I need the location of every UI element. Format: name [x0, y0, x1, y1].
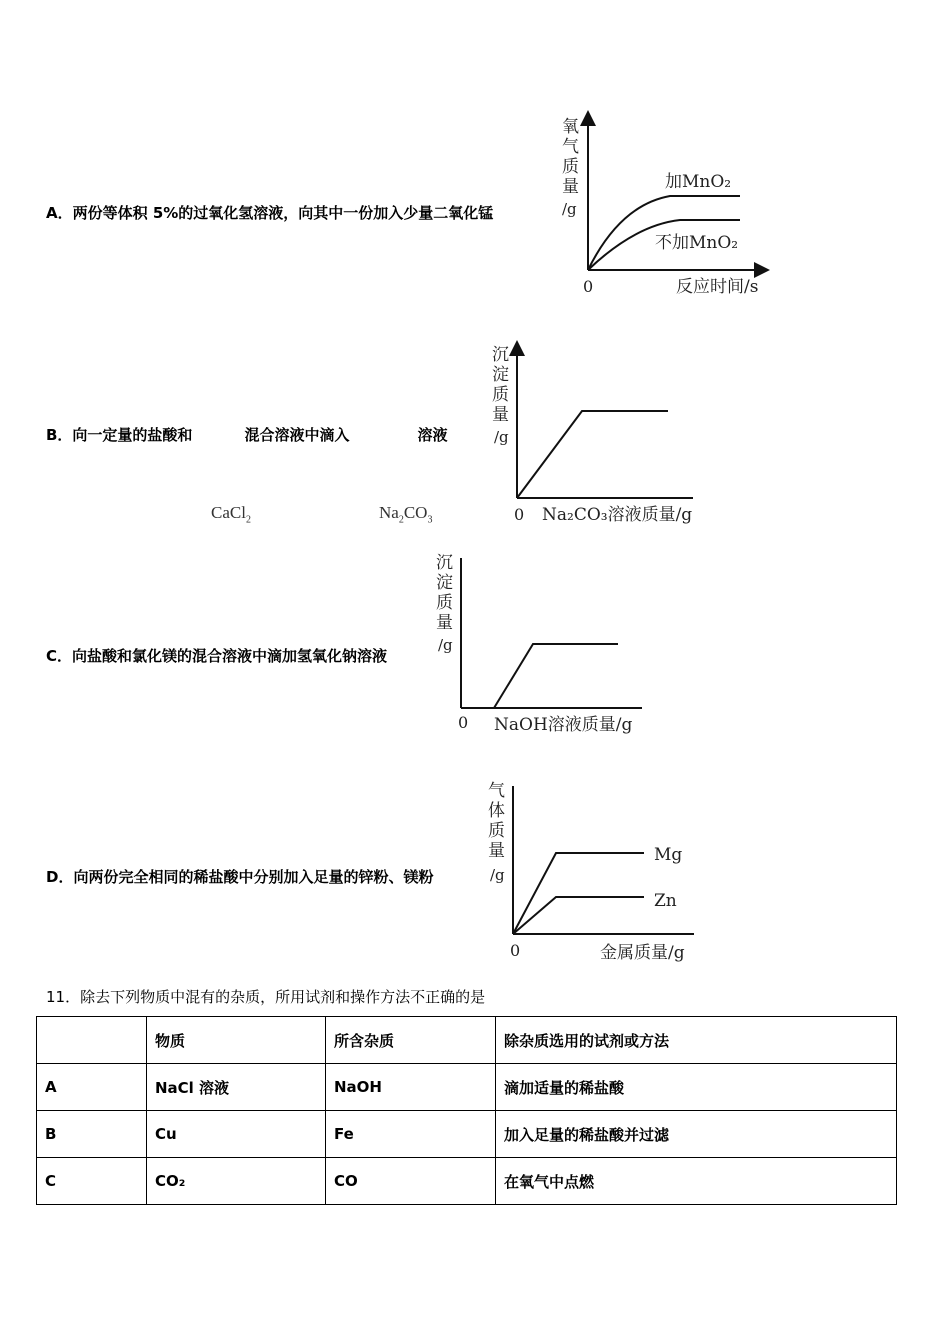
chart-a-curve2-label: 不加MnO₂: [655, 233, 739, 253]
chart-d-y-label-2: 体: [488, 801, 505, 821]
chart-d-line-zn: [513, 897, 644, 934]
table-row: [37, 1111, 897, 1158]
table-cell: 在氧气中点燃: [496, 1158, 897, 1205]
option-b-text: [46, 424, 447, 445]
option-d-text: D．向两份完全相同的稀盐酸中分别加入足量的锌粉、镁粉: [46, 868, 434, 886]
table-cell: NaCl 溶液: [147, 1064, 326, 1111]
chart-b-y-label-1: 沉: [492, 345, 509, 365]
chart-a-origin: 0: [583, 277, 594, 296]
option-c-text: C．向盐酸和氯化镁的混合溶液中滴加氢氧化钠溶液: [46, 647, 388, 665]
table-cell: Fe: [326, 1111, 496, 1158]
chart-a-y-label-5: /g: [562, 200, 577, 218]
chart-b-x-label: Na₂CO₃溶液质量/g: [542, 505, 693, 525]
table-cell: CO: [326, 1158, 496, 1205]
table-header-cell: 所含杂质: [326, 1017, 496, 1064]
table-cell: NaOH: [326, 1064, 496, 1111]
table-header-row: [37, 1017, 897, 1064]
chart-a-y-label-3: 质: [562, 157, 579, 177]
chart-c-y-label-5: /g: [438, 636, 453, 654]
chart-a-y-label-2: 气: [562, 137, 579, 157]
table-cell: 滴加适量的稀盐酸: [496, 1064, 897, 1111]
table-cell: CO₂: [147, 1158, 326, 1205]
chart-d-origin: 0: [510, 941, 521, 960]
chart-d-y-label-5: /g: [490, 866, 505, 884]
chart-b-y-label-2: 淀: [492, 365, 509, 385]
chart-a: [550, 110, 790, 310]
option-b-text-2: 混合溶液中滴入: [244, 426, 350, 444]
chart-b-y-label-3: 质: [492, 385, 509, 405]
chart-b-origin: 0: [514, 505, 525, 524]
chart-a-curve1-label: 加MnO₂: [665, 172, 732, 192]
chart-c-y-label-1: 沉: [436, 553, 453, 573]
table-row: [37, 1158, 897, 1205]
chart-d-line-mg: [513, 853, 644, 934]
chart-c-line: [461, 644, 618, 708]
chart-b-y-label-5: /g: [494, 428, 509, 446]
chart-d-y-label-4: 量: [488, 841, 505, 861]
chart-d-mg-label: Mg: [654, 845, 683, 865]
formula-na2co3: $Na_2CO_3$: [379, 503, 433, 526]
chart-c-y-label-2: 淀: [436, 573, 453, 593]
chart-c-y-label-4: 量: [436, 613, 453, 633]
formula-cacl2: CaCl$_2$: [211, 503, 251, 526]
chart-b-line: [517, 411, 668, 498]
chart-c-y-label-3: 质: [436, 593, 453, 613]
option-b-text-1: B．向一定量的盐酸和: [46, 426, 193, 444]
chart-b: [488, 340, 718, 530]
chart-a-x-label: 反应时间/s: [676, 277, 759, 297]
table-row: [37, 1064, 897, 1111]
table-header-cell: 物质: [147, 1017, 326, 1064]
chart-a-y-label-4: 量: [562, 177, 579, 197]
chart-c: [432, 548, 662, 738]
chart-d-x-label: 金属质量/g: [600, 943, 685, 963]
chart-b-y-label-4: 量: [492, 405, 509, 425]
chart-a-y-label-1: 氧: [562, 117, 579, 137]
option-a-text: A．两份等体积 5%的过氧化氢溶液，向其中一份加入少量二氧化锰: [46, 204, 494, 222]
chart-d: [484, 776, 714, 966]
question-11-table: [36, 1016, 897, 1205]
chart-c-x-label: NaOH溶液质量/g: [494, 715, 633, 735]
chart-c-origin: 0: [458, 713, 469, 732]
chart-d-zn-label: Zn: [654, 891, 677, 911]
table-cell: A: [37, 1064, 147, 1111]
question-11-stem: 11．除去下列物质中混有的杂质，所用试剂和操作方法不正确的是: [46, 988, 486, 1006]
table-cell: 加入足量的稀盐酸并过滤: [496, 1111, 897, 1158]
chart-d-y-label-1: 气: [488, 781, 505, 801]
option-b-text-3: 溶液: [417, 426, 448, 444]
table-cell: Cu: [147, 1111, 326, 1158]
table-header-cell: 除杂质选用的试剂或方法: [496, 1017, 897, 1064]
table-header-cell: [37, 1017, 147, 1064]
table-cell: C: [37, 1158, 147, 1205]
chart-d-y-label-3: 质: [488, 821, 505, 841]
table-cell: B: [37, 1111, 147, 1158]
